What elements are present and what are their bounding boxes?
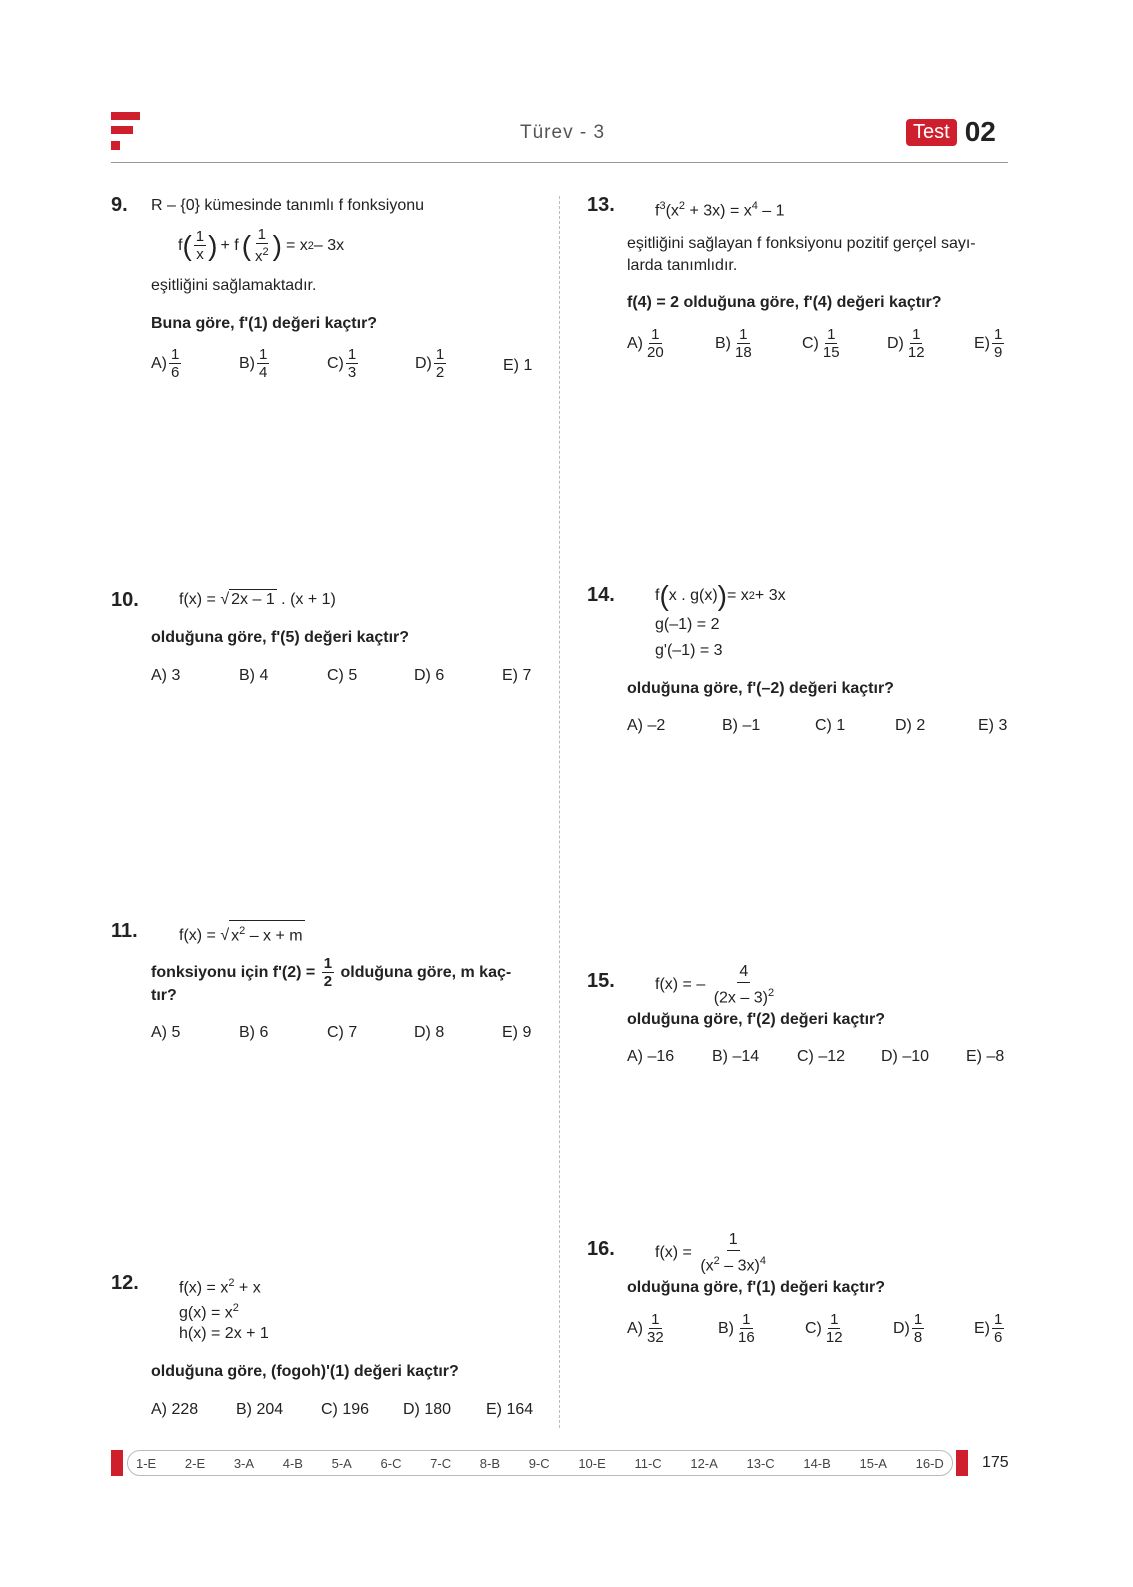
question-13-option-d[interactable]: D) $\frac{1}{12}$: [887, 326, 925, 361]
question-13-statement-2: larda tanımlıdır.: [627, 257, 738, 274]
question-11-number: 11.: [111, 920, 138, 942]
question-13-option-e[interactable]: E) $\frac{1}{9}$: [974, 326, 1003, 361]
question-12-option-c[interactable]: C) 196: [321, 1401, 370, 1418]
question-13-option-c[interactable]: C) $\frac{1}{15}$: [802, 326, 840, 361]
question-16-option-b[interactable]: B) $\frac{1}{16}$: [718, 1311, 755, 1346]
test-badge: Test: [906, 119, 957, 146]
question-15-number: 15.: [587, 970, 615, 992]
question-10-prompt: olduğuna göre, f'(5) değeri kaçtır?: [151, 629, 410, 646]
answer-key-bar: [127, 1450, 953, 1476]
question-11-option-e[interactable]: E) 9: [502, 1024, 532, 1041]
question-12-g: $g(x) = x^2$: [179, 1302, 239, 1322]
question-16-number: 16.: [587, 1238, 615, 1260]
footer-marker-left: [111, 1450, 123, 1476]
question-14-prompt: olduğuna göre, f'(–2) değeri kaçtır?: [627, 680, 894, 697]
question-12-option-b[interactable]: B) 204: [236, 1401, 284, 1418]
question-10-equation: f(x) = √ 2x – 1 . (x + 1): [179, 591, 336, 608]
answer-key-item: 15-A: [859, 1455, 887, 1471]
question-16-option-c[interactable]: C) $\frac{1}{12}$: [805, 1311, 843, 1346]
answer-key-item: 11-C: [634, 1455, 662, 1471]
question-11-option-a[interactable]: A) 5: [151, 1024, 181, 1041]
answer-key-item: 14-B: [803, 1455, 831, 1471]
question-12-option-e[interactable]: E) 164: [486, 1401, 534, 1418]
question-16-equation: f(x) = $\frac{1}{(x^2 - 3x)^4}$: [655, 1231, 766, 1275]
question-12-option-a[interactable]: A) 228: [151, 1401, 199, 1418]
question-10-option-a[interactable]: A) 3: [151, 667, 181, 684]
question-16-prompt: olduğuna göre, f'(1) değeri kaçtır?: [627, 1279, 886, 1296]
question-9-statement: eşitliğini sağlamaktadır.: [151, 277, 317, 294]
answer-key-item: 12-A: [690, 1455, 718, 1471]
question-10-option-d[interactable]: D) 6: [414, 667, 445, 684]
question-9-option-b[interactable]: B) $\frac{1}{4}$: [239, 346, 268, 381]
question-13-option-a[interactable]: A) $\frac{1}{20}$: [627, 326, 664, 361]
question-15-equation: f(x) = – $\frac{4}{(2x - 3)^2}$: [655, 963, 775, 1007]
question-13-option-b[interactable]: B) $\frac{1}{18}$: [715, 326, 752, 361]
answer-key-item: 13-C: [746, 1455, 775, 1471]
question-15-option-b[interactable]: B) –14: [712, 1048, 760, 1065]
question-11-option-d[interactable]: D) 8: [414, 1024, 445, 1041]
question-10-option-e[interactable]: E) 7: [502, 667, 532, 684]
question-14-option-a[interactable]: A) –2: [627, 717, 666, 734]
question-14-option-d[interactable]: D) 2: [895, 717, 926, 734]
question-16-option-e[interactable]: E) $\frac{1}{6}$: [974, 1311, 1003, 1346]
question-12-f: $f(x) = x^2 + x$: [179, 1277, 261, 1297]
question-14-option-b[interactable]: B) –1: [722, 717, 761, 734]
question-15-option-a[interactable]: A) –16: [627, 1048, 675, 1065]
question-14-equation: f ( x . g(x) ) = x 2 + 3x: [655, 580, 786, 611]
question-12-prompt: olduğuna göre, (fogoh)'(1) değeri kaçtır?: [151, 1363, 459, 1380]
answer-key-item: 5-A: [331, 1455, 352, 1471]
page-number: 175: [982, 1454, 1009, 1471]
question-13-number: 13.: [587, 194, 615, 216]
question-10-number: 10.: [111, 589, 139, 611]
answer-key-item: 7-C: [430, 1455, 452, 1471]
brand-logo: [111, 112, 141, 152]
question-9-option-e[interactable]: E) 1: [503, 357, 533, 374]
test-label: [906, 116, 996, 148]
question-13-statement-1: eşitliğini sağlayan f fonksiyonu pozitif gerçel sayı-: [627, 235, 976, 252]
question-13-equation: $f^3(x^2 + 3x) = x^4 - 1$: [655, 200, 785, 220]
question-14-g-value: g(–1) = 2: [655, 616, 720, 633]
question-12-option-d[interactable]: D) 180: [403, 1401, 452, 1418]
question-14-gprime-value: g'(–1) = 3: [655, 642, 723, 659]
answer-key-item: 9-C: [528, 1455, 550, 1471]
question-10-option-b[interactable]: B) 4: [239, 667, 269, 684]
question-9-option-d[interactable]: D) $\frac{1}{2}$: [415, 346, 445, 381]
question-15-option-e[interactable]: E) –8: [966, 1048, 1005, 1065]
question-12-h: h(x) = 2x + 1: [179, 1325, 269, 1342]
footer-marker-right: [956, 1450, 968, 1476]
test-number: 02: [964, 116, 996, 147]
question-9-equation: f ( $\frac{1}{x}$ ) + f ( $\frac{1}{x^2}$ ) = x 2 – 3x: [178, 226, 345, 265]
question-11-equation: f(x) = √ $x^2 - x + m$: [179, 920, 305, 946]
question-14-number: 14.: [587, 584, 615, 606]
question-14-option-c[interactable]: C) 1: [815, 717, 846, 734]
question-15-option-d[interactable]: D) –10: [881, 1048, 930, 1065]
question-13-prompt: f(4) = 2 olduğuna göre, f'(4) değeri kaçtır?: [627, 294, 942, 311]
answer-key-item: 8-B: [479, 1455, 501, 1471]
question-11-prompt-cont: tır?: [151, 987, 177, 1004]
question-16-option-d[interactable]: D) $\frac{1}{8}$: [893, 1311, 923, 1346]
question-11-option-c[interactable]: C) 7: [327, 1024, 358, 1041]
question-9-intro: R – {0} kümesinde tanımlı f fonksiyonu: [151, 197, 425, 214]
question-12-number: 12.: [111, 1272, 139, 1294]
question-16-option-a[interactable]: A) $\frac{1}{32}$: [627, 1311, 664, 1346]
column-divider: [559, 196, 560, 1428]
answer-key-item: 16-D: [915, 1455, 944, 1471]
page-title: Türev - 3: [520, 122, 606, 143]
question-10-option-c[interactable]: C) 5: [327, 667, 358, 684]
question-11-option-b[interactable]: B) 6: [239, 1024, 269, 1041]
answer-key-item: 2-E: [184, 1455, 206, 1471]
answer-key-item: 1-E: [136, 1455, 157, 1471]
header-divider: [111, 162, 1008, 163]
question-15-option-c[interactable]: C) –12: [797, 1048, 846, 1065]
question-11-prompt: fonksiyonu için f'(2) = $\frac{1}{2}$ olduğuna göre, m kaç-: [151, 955, 512, 990]
question-9-prompt: Buna göre, f'(1) değeri kaçtır?: [151, 315, 378, 332]
answer-key-item: 6-C: [380, 1455, 402, 1471]
question-9-option-c[interactable]: C) $\frac{1}{3}$: [327, 346, 357, 381]
question-9-option-a[interactable]: A) $\frac{1}{6}$: [151, 346, 180, 381]
question-9-number: 9.: [111, 194, 128, 216]
answer-key-item: 3-A: [233, 1455, 255, 1471]
question-14-option-e[interactable]: E) 3: [978, 717, 1008, 734]
question-15-prompt: olduğuna göre, f'(2) değeri kaçtır?: [627, 1011, 886, 1028]
answer-key-item: 4-B: [282, 1455, 303, 1471]
answer-key-item: 10-E: [578, 1455, 606, 1471]
